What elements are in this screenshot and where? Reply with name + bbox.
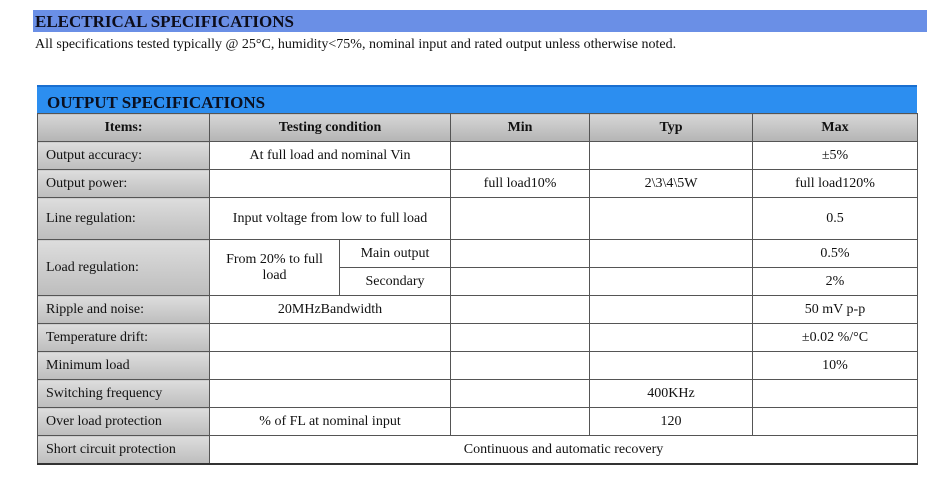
cell-min [451, 408, 590, 436]
table-row [38, 170, 918, 198]
cell-condition [210, 380, 451, 408]
cell-condition [210, 324, 451, 352]
cell-typ [590, 352, 753, 380]
cell-min [451, 296, 590, 324]
cell-max: 50 mV p-p [753, 296, 918, 324]
column-header-items: Items: [38, 114, 210, 142]
cell-sub-condition-secondary: Secondary [340, 268, 451, 296]
row-label-minimum-load: Minimum load [38, 352, 210, 380]
table-row [38, 436, 918, 465]
cell-max: 10% [753, 352, 918, 380]
table-row [38, 380, 918, 408]
cell-condition: 20MHzBandwidth [210, 296, 451, 324]
column-header-max: Max [753, 114, 918, 142]
row-label-output-accuracy: Output accuracy: [38, 142, 210, 170]
cell-max: ±5% [753, 142, 918, 170]
cell-max [753, 380, 918, 408]
cell-max: 2% [753, 268, 918, 296]
cell-max: 0.5% [753, 240, 918, 268]
cell-condition: Input voltage from low to full load [210, 198, 451, 240]
row-label-over-load-protection: Over load protection [38, 408, 210, 436]
table-row [38, 296, 918, 324]
cell-typ [590, 142, 753, 170]
cell-typ [590, 198, 753, 240]
cell-sub-condition-main: Main output [340, 240, 451, 268]
row-label-temperature-drift: Temperature drift: [38, 324, 210, 352]
table-row [38, 408, 918, 436]
cell-condition [210, 352, 451, 380]
row-label-switching-frequency: Switching frequency [38, 380, 210, 408]
section-title-electrical: ELECTRICAL SPECIFICATIONS [33, 10, 927, 32]
column-header-min: Min [451, 114, 590, 142]
table-row [38, 142, 918, 170]
cell-max: 0.5 [753, 198, 918, 240]
table-row [38, 240, 918, 268]
row-label-line-regulation: Line regulation: [38, 198, 210, 240]
column-header-typ: Typ [590, 114, 753, 142]
cell-typ [590, 240, 753, 268]
cell-condition: % of FL at nominal input [210, 408, 451, 436]
row-label-output-power: Output power: [38, 170, 210, 198]
cell-typ: 400KHz [590, 380, 753, 408]
cell-max: ±0.02 %/°C [753, 324, 918, 352]
table-row [38, 352, 918, 380]
table-row [38, 324, 918, 352]
row-label-ripple-noise: Ripple and noise: [38, 296, 210, 324]
cell-min [451, 198, 590, 240]
cell-min [451, 268, 590, 296]
cell-min: full load10% [451, 170, 590, 198]
cell-condition: At full load and nominal Vin [210, 142, 451, 170]
test-conditions-note: All specifications tested typically @ 25°C, humidity<75%, nominal input and rated output unless otherwise noted. [35, 37, 677, 52]
output-spec-table [37, 113, 918, 465]
cell-min [451, 352, 590, 380]
cell-condition [210, 170, 451, 198]
cell-condition: From 20% to full load [210, 240, 340, 296]
cell-typ: 120 [590, 408, 753, 436]
cell-min [451, 380, 590, 408]
row-label-load-regulation: Load regulation: [38, 240, 210, 296]
table-row [38, 198, 918, 240]
cell-max [753, 408, 918, 436]
cell-typ [590, 324, 753, 352]
cell-min [451, 142, 590, 170]
cell-min [451, 324, 590, 352]
column-header-condition: Testing condition [210, 114, 451, 142]
row-label-short-circuit-protection: Short circuit protection [38, 436, 210, 465]
cell-typ [590, 268, 753, 296]
table-header-row [38, 114, 918, 142]
cell-min [451, 240, 590, 268]
cell-typ [590, 296, 753, 324]
cell-short-circuit-value: Continuous and automatic recovery [210, 436, 918, 465]
section-title-output: OUTPUT SPECIFICATIONS [37, 85, 917, 113]
cell-typ: 2\3\4\5W [590, 170, 753, 198]
cell-max: full load120% [753, 170, 918, 198]
